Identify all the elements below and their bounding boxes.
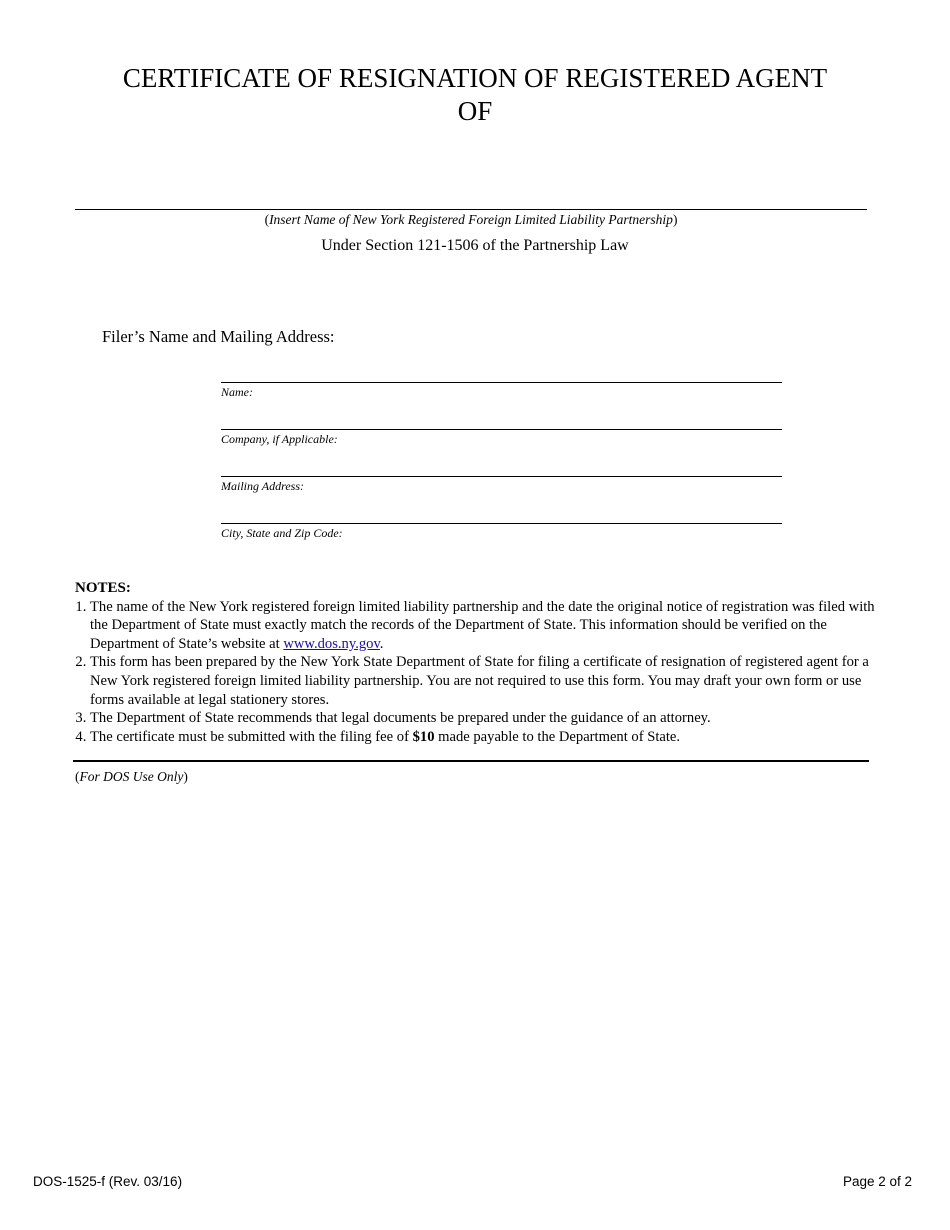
name-field-label: Name: xyxy=(221,385,253,399)
company-field-line[interactable] xyxy=(221,429,782,430)
dos-use-text: For DOS Use Only xyxy=(79,769,184,784)
notes-list xyxy=(75,598,875,747)
city-state-zip-field-label: City, State and Zip Code: xyxy=(221,526,343,540)
name-field-line[interactable] xyxy=(221,382,782,383)
note-item-4 xyxy=(90,728,875,747)
mailing-address-field-line[interactable] xyxy=(221,476,782,477)
entity-caption-close: ) xyxy=(672,212,678,227)
dos-use-only-caption xyxy=(75,769,188,785)
note-1-text: The name of the New York registered foreign limited liability partnership and the date the original notice of registration was filed with the Department of State must exactly match the records of the Department of State. This information should be verified on the Department of State’s website at xyxy=(90,598,875,652)
mailing-address-field-label: Mailing Address: xyxy=(221,479,304,493)
section-reference: Under Section 121-1506 of the Partnership Law xyxy=(321,237,629,254)
filing-fee: $10 xyxy=(412,728,435,745)
dos-website-link[interactable]: www.dos.ny.gov xyxy=(283,635,380,652)
form-id: DOS-1525-f (Rev. 03/16) xyxy=(33,1174,183,1189)
entity-caption-open: ( xyxy=(264,212,270,227)
company-field-label: Company, if Applicable: xyxy=(221,432,338,446)
notes-heading: NOTES: xyxy=(75,580,131,596)
dos-use-divider xyxy=(73,760,869,762)
note-item-1 xyxy=(90,598,875,654)
document-title xyxy=(60,62,890,128)
filer-heading: Filer’s Name and Mailing Address: xyxy=(102,327,335,346)
dos-use-open: ( xyxy=(75,769,80,784)
note-item-2: 2. This form has been prepared by the New York State Department of State for filing a certificate of resignation of registered agent for a New York registered foreign limited liability partnership. You are not required to use this form. You may draft your own form or use forms available at legal stationery stores. xyxy=(90,653,875,709)
note-4-text: The certificate must be submitted with the filing fee of xyxy=(90,728,413,745)
note-item-3: 3. The Department of State recommends that legal documents be prepared under the guidance of an attorney. xyxy=(90,709,875,728)
title-line-1: CERTIFICATE OF RESIGNATION OF REGISTERED AGENT xyxy=(122,63,828,93)
notes-section xyxy=(75,579,875,746)
page-number: Page 2 of 2 xyxy=(842,1174,912,1189)
entity-name-line[interactable] xyxy=(75,209,867,210)
entity-name-caption xyxy=(75,212,867,228)
title-line-2: OF xyxy=(457,96,493,126)
note-4-end: made payable to the Department of State. xyxy=(434,728,681,745)
note-1-end: . xyxy=(379,635,384,652)
entity-caption-text: Insert Name of New York Registered Foreign Limited Liability Partnership xyxy=(269,212,673,227)
city-state-zip-field-line[interactable] xyxy=(221,523,782,524)
dos-use-close: ) xyxy=(183,769,188,784)
